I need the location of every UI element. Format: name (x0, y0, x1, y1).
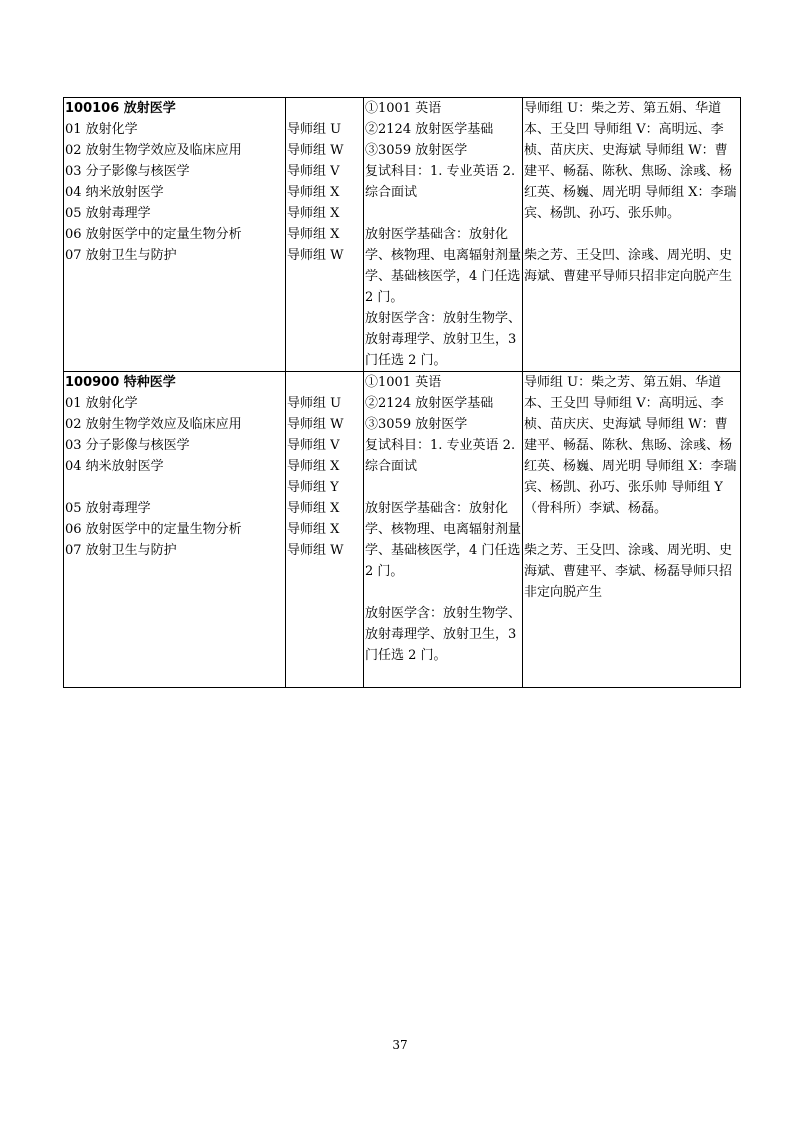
group-item: 导师组 X (287, 459, 340, 474)
direction-item: 04 纳米放射医学 (65, 185, 164, 200)
exam-item: ②2124 放射医学基础 (365, 122, 494, 137)
exam-cell (364, 98, 523, 372)
group-item: 导师组 X (287, 206, 340, 221)
group-item: 导师组 W (287, 248, 344, 263)
program-table (63, 97, 741, 688)
group-cell (286, 98, 364, 372)
mentor-list: 导师组 U：柴之芳、第五娟、华道本、王殳凹 导师组 V：高明远、李桢、苗庆庆、史海斌 导师组 W：曹建平、畅磊、陈秋、焦旸、涂彧、杨红英、杨巍、周光明 导师组 X：李瑞宾、杨凯、孙巧、张乐帅。 (524, 101, 737, 221)
direction-item: 01 放射化学 (65, 396, 138, 411)
retest-note: 复试科目：1. 专业英语 2. 综合面试 (365, 438, 516, 474)
group-item: 导师组 X (287, 522, 340, 537)
group-item: 导师组 W (287, 543, 344, 558)
mentor-cell (523, 372, 741, 688)
subject-note: 放射医学基础含：放射化学、核物理、电离辐射剂量学、基础核医学，4 门任选 2 门。 (365, 501, 522, 579)
exam-item: ③3059 放射医学 (365, 417, 468, 432)
group-item: 导师组 V (287, 164, 340, 179)
page-number: 37 (392, 1038, 408, 1052)
subject-note: 放射医学含：放射生物学、放射毒理学、放射卫生，3 门任选 2 门。 (365, 606, 522, 663)
direction-item: 05 放射毒理学 (65, 501, 151, 516)
direction-item: 05 放射毒理学 (65, 206, 151, 221)
group-item: 导师组 U (287, 396, 342, 411)
direction-cell (64, 98, 286, 372)
program-row (64, 98, 741, 372)
direction-cell (64, 372, 286, 688)
direction-item: 07 放射卫生与防护 (65, 543, 177, 558)
mentor-remark: 柴之芳、王殳凹、涂彧、周光明、史海斌、曹建平、李斌、杨磊导师只招非定向脱产生 (524, 543, 733, 600)
program-row (64, 372, 741, 688)
group-item: 导师组 X (287, 185, 340, 200)
mentor-cell (523, 98, 741, 372)
direction-item: 06 放射医学中的定量生物分析 (65, 522, 242, 537)
subject-note: 放射医学基础含：放射化学、核物理、电离辐射剂量学、基础核医学，4 门任选 2 门。 (365, 227, 522, 305)
program-title: 100106 放射医学 (65, 101, 176, 116)
subject-note: 放射医学含：放射生物学、放射毒理学、放射卫生，3 门任选 2 门。 (365, 311, 522, 368)
program-title: 100900 特种医学 (65, 375, 176, 390)
exam-item: ②2124 放射医学基础 (365, 396, 494, 411)
group-item: 导师组 W (287, 417, 344, 432)
direction-item: 06 放射医学中的定量生物分析 (65, 227, 242, 242)
group-item: 导师组 X (287, 501, 340, 516)
direction-item: 02 放射生物学效应及临床应用 (65, 143, 242, 158)
group-cell (286, 372, 364, 688)
direction-item: 04 纳米放射医学 (65, 459, 164, 474)
exam-item: ①1001 英语 (365, 101, 442, 116)
group-item: 导师组 Y (287, 480, 339, 495)
retest-note: 复试科目：1. 专业英语 2. 综合面试 (365, 164, 516, 200)
mentor-list: 导师组 U：柴之芳、第五娟、华道本、王殳凹 导师组 V：高明远、李桢、苗庆庆、史海斌 导师组 W：曹建平、畅磊、陈秋、焦旸、涂彧、杨红英、杨巍、周光明 导师组 X：李瑞宾、杨凯、孙巧、张乐帅 导师组 Y（骨科所）李斌、杨磊。 (524, 375, 737, 516)
direction-item (65, 477, 285, 498)
direction-item: 07 放射卫生与防护 (65, 248, 177, 263)
direction-item: 03 分子影像与核医学 (65, 164, 190, 179)
direction-item: 03 分子影像与核医学 (65, 438, 190, 453)
exam-item: ①1001 英语 (365, 375, 442, 390)
group-item: 导师组 X (287, 227, 340, 242)
exam-cell (364, 372, 523, 688)
direction-item: 02 放射生物学效应及临床应用 (65, 417, 242, 432)
group-item: 导师组 V (287, 438, 340, 453)
group-item: 导师组 W (287, 143, 344, 158)
direction-item: 01 放射化学 (65, 122, 138, 137)
group-item: 导师组 U (287, 122, 342, 137)
mentor-remark: 柴之芳、王殳凹、涂彧、周光明、史海斌、曹建平导师只招非定向脱产生 (524, 248, 733, 284)
exam-item: ③3059 放射医学 (365, 143, 468, 158)
